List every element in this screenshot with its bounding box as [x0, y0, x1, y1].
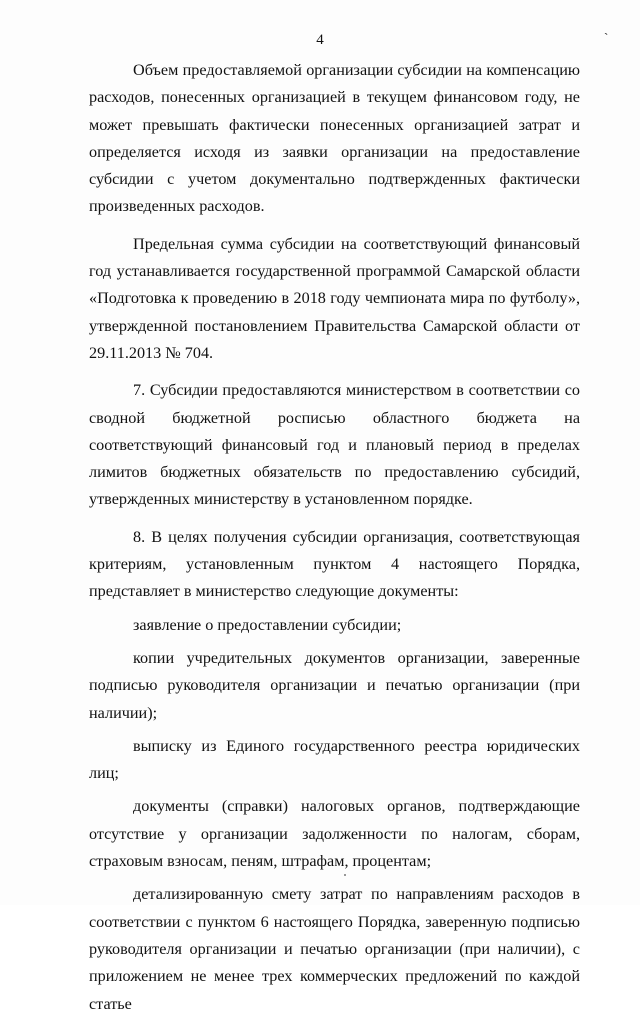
- paragraph-subsidy-volume: Объем предоставляемой организации субсидии на компенсацию расходов, понесенных организацией в текущем финансовом году, не может превышать фактически понесенных организацией затрат и определяется исходя из заявки организации на предоставление субсидии с учетом документально подтвержденных фактически произведенных расходов.: [89, 61, 580, 216]
- paragraph-item-8: 8. В целях получения субсидии организация, соответствующая критериям, установленным пунктом 4 настоящего Порядка, представляет в министерство следующие документы:: [89, 527, 580, 601]
- list-item-application: заявление о предоставлении субсидии;: [133, 615, 402, 634]
- list-item-founding-documents: копии учредительных документов организации, заверенные подписью руководителя организации и печатью организации (при наличии);: [89, 648, 580, 722]
- list-item-registry-extract: выписку из Единого государственного реестра юридических лиц;: [89, 736, 580, 783]
- paragraph-max-subsidy-amount: Предельная сумма субсидии на соответствующий финансовый год устанавливается государственной программой Самарской области «Подготовка к проведению в 2018 году чемпионата мира по футболу», утвержденной постановлением Правительства Самарской области от 29.11.2013 № 704.: [89, 234, 580, 362]
- page-number: 4: [316, 32, 324, 48]
- list-item-cost-estimate: детализированную смету затрат по направлениям расходов в соответствии с пунктом 6 настоящего Порядка, заверенную подписью руководителя организации и печатью организации (при наличии), с приложением не менее трех коммерческих предложений по каждой статье: [89, 885, 580, 1013]
- scan-speck: [344, 874, 346, 876]
- paragraph-item-7: 7. Субсидии предоставляются министерством в соответствии со сводной бюджетной росписью областного бюджета на соответствующий финансовый год и плановый период в пределах лимитов бюджетных обязательств по предоставлению субсидий, утвержденных министерству в установленном порядке.: [89, 381, 580, 509]
- list-item-tax-certificates: документы (справки) налоговых органов, подтверждающие отсутствие у организации задолженности по налогам, сборам, страховым взносам, пеням, штрафам, процентам;: [89, 797, 580, 871]
- scan-mark: ˋ: [604, 30, 609, 45]
- document-body: [89, 57, 580, 1024]
